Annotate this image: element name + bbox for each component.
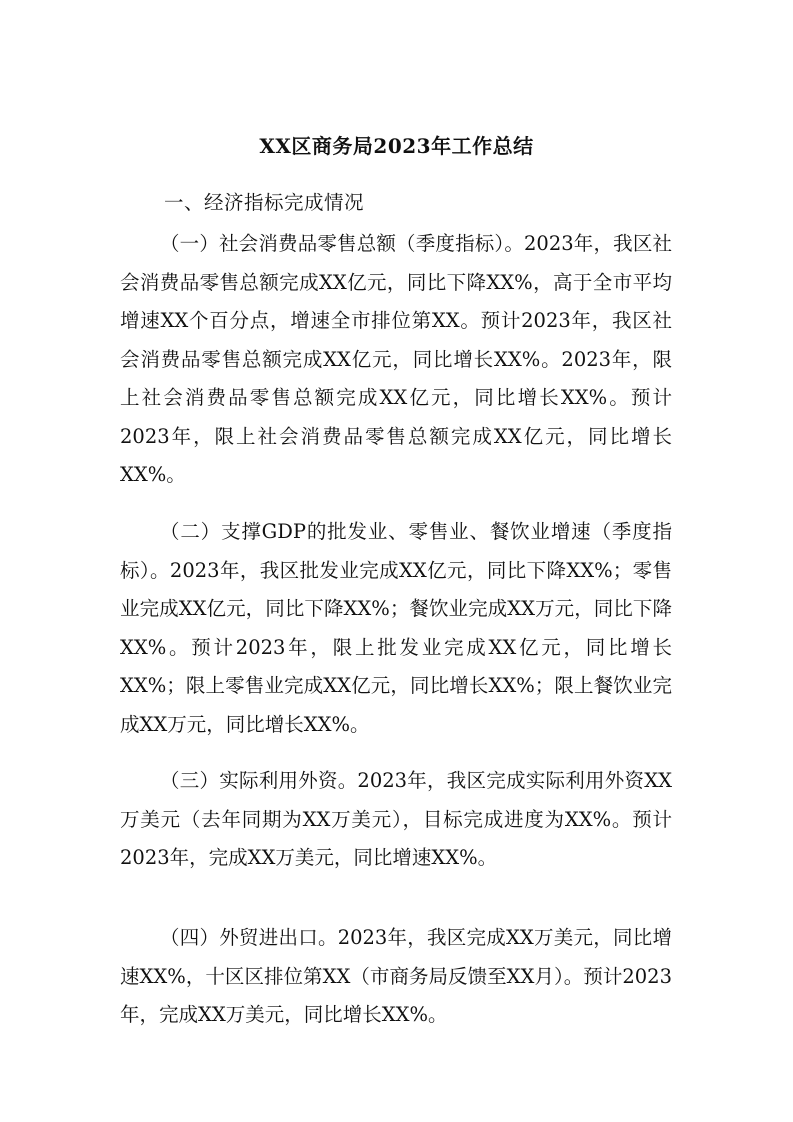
paragraph-foreign-investment: （三）实际利用外资。2023年，我区完成实际利用外资XX万美元（去年同期为XX万美元），目标完成进度为XX%。预计2023年，完成XX万美元，同比增速XX%。 [120,769,672,869]
section-heading: 一、经济指标完成情况 [164,191,365,214]
document-title: XX区商务局2023年工作总结 [259,134,534,158]
paragraph-foreign-trade: （四）外贸进出口。2023年，我区完成XX万美元，同比增速XX%，十区区排位第XX（市商务局反馈至XX月）。预计2023年，完成XX万美元，同比增长XX%。 [120,926,672,1026]
paragraph-retail-sales: （一）社会消费品零售总额（季度指标）。2023年，我区社会消费品零售总额完成XX亿元，同比下降XX%，高于全市平均增速XX个百分点，增速全市排位第XX。预计2023年，我区社会消费品零售总额完成XX亿元，同比增长XX%。2023年，限上社会消费品零售总额完成XX亿元，同比增长XX%。预计2023年，限上社会消费品零售总额完成XX亿元，同比增长XX%。 [120,232,672,486]
paragraph-wholesale-retail-catering: （二）支撑GDP的批发业、零售业、餐饮业增速（季度指标）。2023年，我区批发业完成XX亿元，同比下降XX%；零售业完成XX亿元，同比下降XX%；餐饮业完成XX万元，同比下降XX%。预计2023年，限上批发业完成XX亿元，同比增长XX%；限上零售业完成XX亿元，同比增长XX%；限上餐饮业完成XX万元，同比增长XX%。 [120,520,672,736]
